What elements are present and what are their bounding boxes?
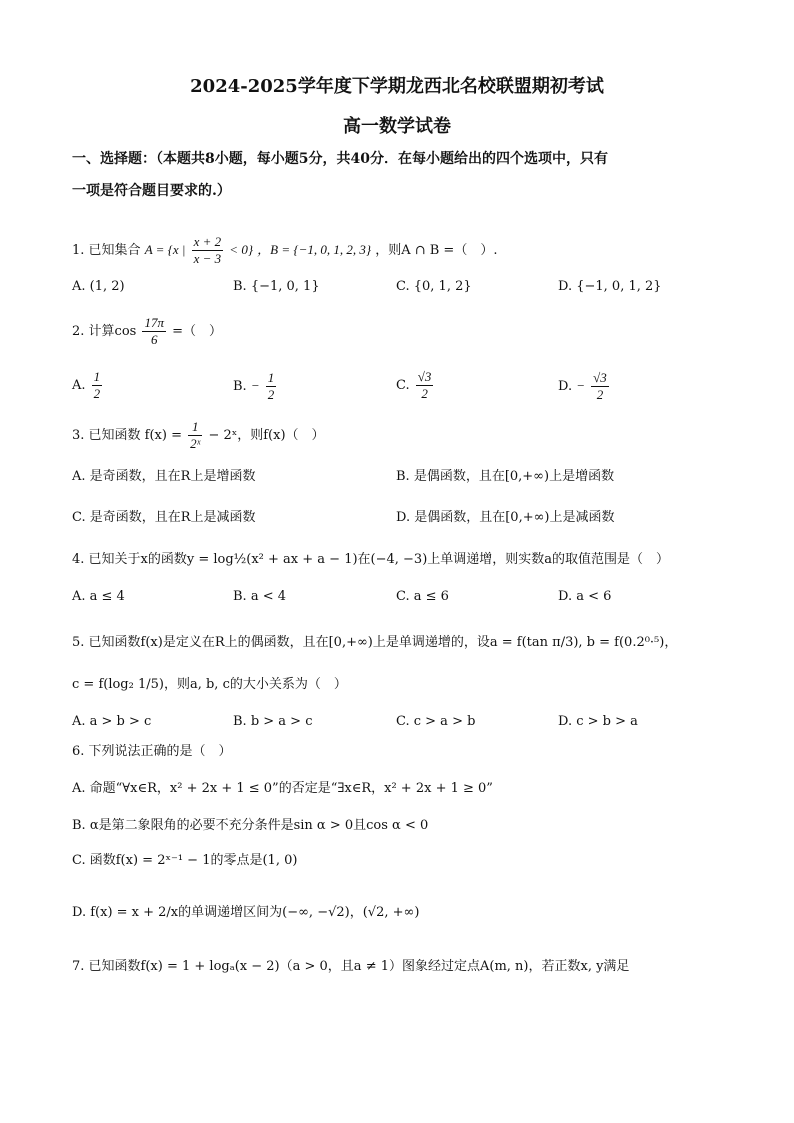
q4-option-a: A. a ≤ 4 <box>72 589 125 604</box>
q1-option-d: D. {−1, 0, 1, 2} <box>558 279 662 294</box>
q4-option-c: C. a ≤ 6 <box>396 589 449 604</box>
q2-numerator: 17π <box>144 315 164 330</box>
q3-numerator: 1 <box>188 419 202 436</box>
q3-denominator: 2ˣ <box>190 436 201 451</box>
q2-option-c-fraction <box>416 369 434 402</box>
q2-option-b-label: B. <box>233 379 247 394</box>
q3-option-a: A. 是奇函数，且在R上是增函数 <box>72 469 256 484</box>
q5-option-d: D. c > b > a <box>558 714 638 729</box>
q6-option-d: D. f(x) = x + 2/x的单调递增区间为(−∞, −√2)，(√2, +∞) <box>72 905 420 920</box>
exam-subtitle: 高一数学试卷 <box>343 116 451 137</box>
q2-option-d-den: 2 <box>596 387 604 402</box>
q1-option-a: A. (1, 2) <box>72 279 125 294</box>
set-a-left: A = {x | <box>144 242 186 257</box>
q5-option-a: A. a > b > c <box>72 714 152 729</box>
question-2-prefix: 2. 计算cos <box>72 324 137 339</box>
question-6-stem: 6. 下列说法正确的是（ ） <box>72 744 232 759</box>
q2-option-d <box>558 368 611 405</box>
q2-option-c-num: √3 <box>417 369 432 384</box>
question-1-prefix: 1. 已知集合 <box>72 243 141 258</box>
question-3-suffix: − 2ˣ，则f(x)（ ） <box>208 428 325 443</box>
q2-fraction <box>142 315 166 348</box>
q2-option-a <box>72 368 104 404</box>
q3-option-d: D. 是偶函数，且在[0,+∞)上是减函数 <box>396 510 615 525</box>
set-a-numerator: x + 2 <box>193 234 222 249</box>
q2-option-a-fraction <box>92 369 103 402</box>
q2-option-b <box>233 368 278 405</box>
q6-option-c: C. 函数f(x) = 2ˣ⁻¹ − 1的零点是(1, 0) <box>72 853 298 868</box>
set-a-denominator: x − 3 <box>193 251 222 266</box>
q2-denominator: 6 <box>150 332 158 347</box>
q2-option-d-sign: − <box>576 378 586 393</box>
q2-option-b-fraction <box>266 370 277 403</box>
q2-option-a-num: 1 <box>93 369 101 384</box>
q2-option-b-den: 2 <box>267 387 275 402</box>
question-5-line2: c = f(log₂ 1/5)，则a, b, c的大小关系为（ ） <box>72 677 347 692</box>
q5-option-b: B. b > a > c <box>233 714 313 729</box>
set-b: ，B = {−1, 0, 1, 2, 3} <box>257 242 372 257</box>
q3-fraction <box>188 419 202 452</box>
section-heading-line1: 一、选择题：（本题共8小题，每小题5分，共40分．在每小题给出的四个选项中，只有 <box>72 151 608 167</box>
q2-option-c-den: 2 <box>421 386 428 401</box>
q4-option-d: D. a < 6 <box>558 589 612 604</box>
q4-option-b: B. a < 4 <box>233 589 286 604</box>
question-4-stem: 4. 已知关于x的函数y = log½(x² + ax + a − 1)在(−4, −3)上单调递增，则实数a的取值范围是（ ） <box>72 552 670 567</box>
set-a-fraction <box>192 234 224 267</box>
question-2-suffix: =（ ） <box>172 324 223 339</box>
q2-option-d-fraction <box>591 370 609 403</box>
question-3-stem <box>72 418 325 454</box>
q2-option-a-label: A. <box>72 378 86 393</box>
question-2-stem <box>72 314 222 350</box>
question-7-stem: 7. 已知函数f(x) = 1 + logₐ(x − 2)（a > 0，且a ≠ 1）图象经过定点A(m, n)，若正数x, y满足 <box>72 959 630 974</box>
question-1-ask: ，则A ∩ B =（ ）. <box>375 243 498 258</box>
section-heading-line2: 一项是符合题目要求的.） <box>72 183 231 199</box>
question-3-prefix: 3. 已知函数 f(x) = <box>72 428 182 443</box>
q1-option-c: C. {0, 1, 2} <box>396 279 472 294</box>
q2-option-d-num: √3 <box>593 370 607 385</box>
q2-option-b-sign: − <box>250 378 260 393</box>
q2-option-d-label: D. <box>558 379 573 394</box>
exam-title: 2024-2025学年度下学期龙西北名校联盟期初考试 <box>190 76 604 97</box>
question-5-line1: 5. 已知函数f(x)是定义在R上的偶函数，且在[0,+∞)上是单调递增的，设a = f(tan π/3), b = f(0.2⁰·⁵)， <box>72 635 678 650</box>
q6-option-b: B. α是第二象限角的必要不充分条件是sin α > 0且cos α < 0 <box>72 818 429 833</box>
question-1-stem <box>72 230 497 271</box>
q3-option-c: C. 是奇函数，且在R上是减函数 <box>72 510 256 525</box>
q3-option-b: B. 是偶函数，且在[0,+∞)上是增函数 <box>396 469 615 484</box>
q2-option-a-den: 2 <box>93 386 101 401</box>
q2-option-b-num: 1 <box>267 370 275 385</box>
set-a-right: < 0} <box>229 242 254 257</box>
q2-option-c-label: C. <box>396 378 410 393</box>
q2-option-c <box>396 368 435 404</box>
q5-option-c: C. c > a > b <box>396 714 476 729</box>
q6-option-a: A. 命题“∀x∈R，x² + 2x + 1 ≤ 0”的否定是“∃x∈R，x² + 2x + 1 ≥ 0” <box>72 781 493 796</box>
q1-option-b: B. {−1, 0, 1} <box>233 279 320 294</box>
